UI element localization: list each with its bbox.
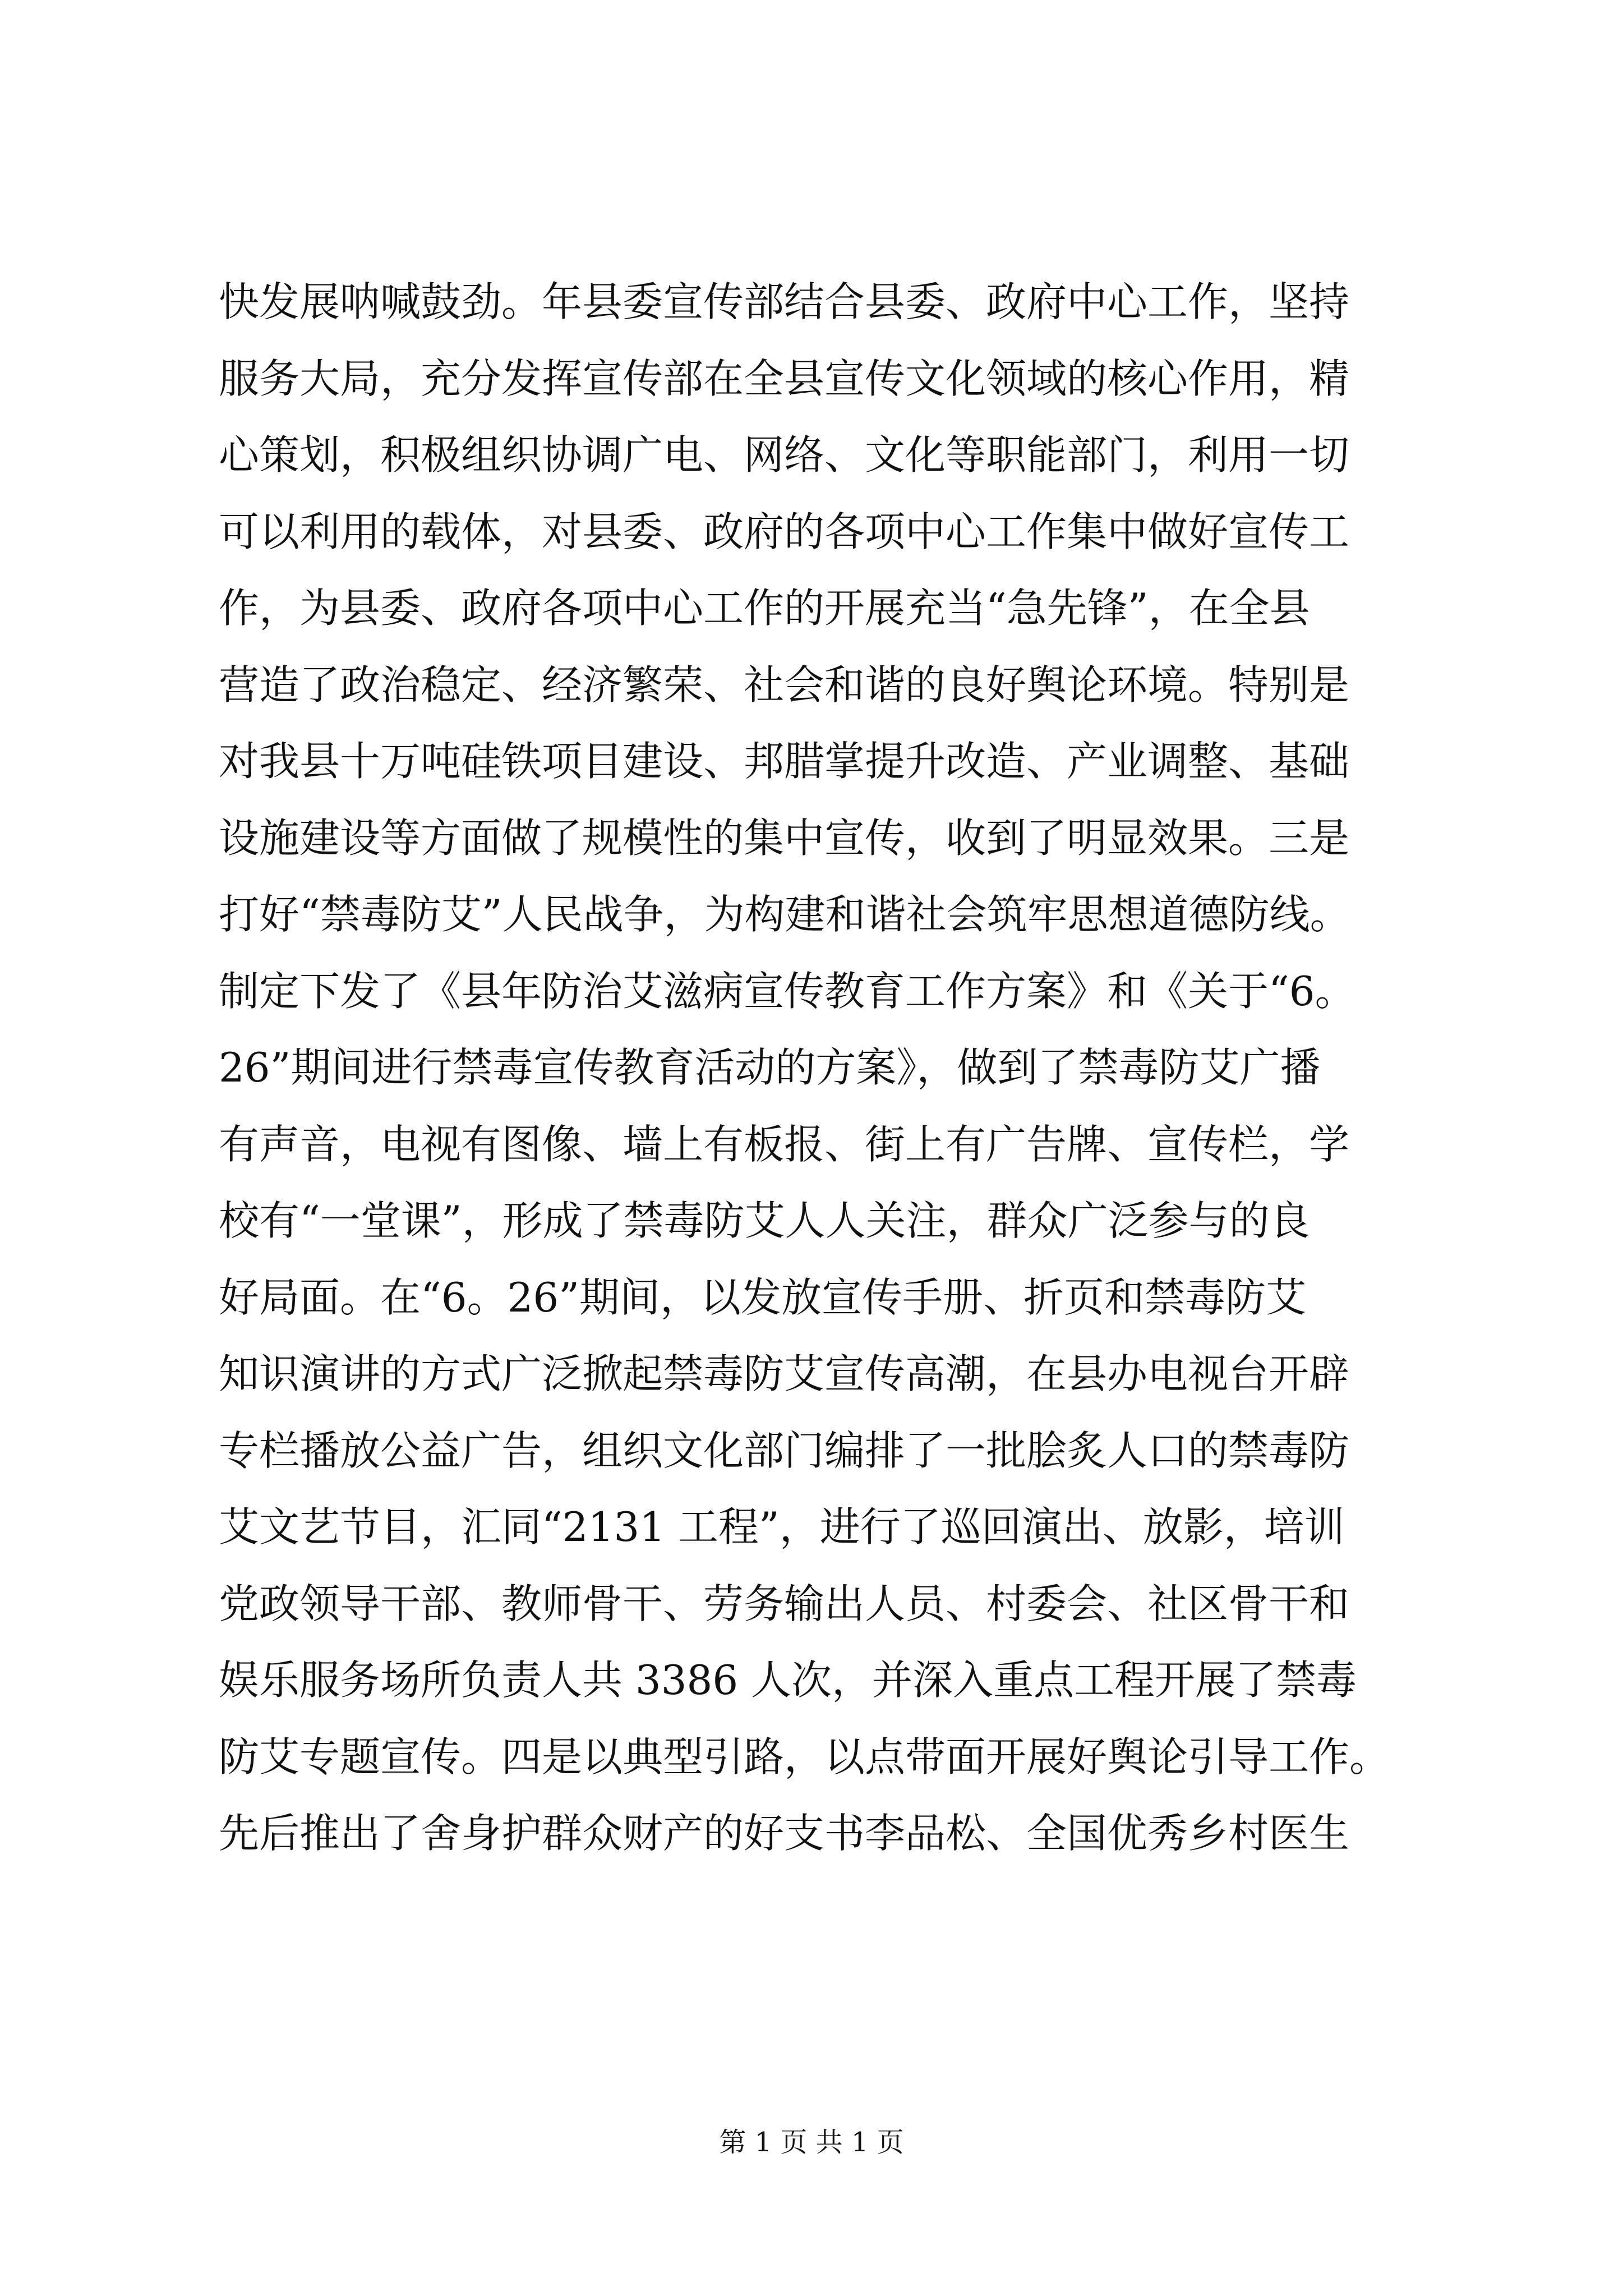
text-line: 校有“一堂课”，形成了禁毒防艾人人关注，群众广泛参与的良 bbox=[219, 1197, 1310, 1244]
text-line: 心策划，积极组织协调广电、网络、文化等职能部门，利用一切 bbox=[219, 431, 1350, 478]
body-text bbox=[219, 264, 1430, 1872]
text-line: 可以利用的载体，对县委、政府的各项中心工作集中做好宣传工 bbox=[219, 508, 1350, 555]
text-line: 营造了政治稳定、经济繁荣、社会和谐的良好舆论环境。特别是 bbox=[219, 661, 1350, 708]
text-line: 打好“禁毒防艾”人民战争，为构建和谐社会筑牢思想道德防线。 bbox=[219, 891, 1350, 938]
text-line: 防艾专题宣传。四是以典型引路，以点带面开展好舆论引导工作。 bbox=[219, 1733, 1390, 1780]
text-line: 26”期间进行禁毒宣传教育活动的方案》，做到了禁毒防艾广播 bbox=[219, 1044, 1321, 1091]
text-line: 先后推出了舍身护群众财产的好支书李品松、全国优秀乡村医生 bbox=[219, 1810, 1350, 1857]
text-line: 设施建设等方面做了规模性的集中宣传，收到了明显效果。三是 bbox=[219, 814, 1350, 862]
text-line: 党政领导干部、教师骨干、劳务输出人员、村委会、社区骨干和 bbox=[219, 1580, 1350, 1627]
text-line: 好局面。在“6。26”期间，以发放宣传手册、折页和禁毒防艾 bbox=[219, 1273, 1307, 1321]
page-number-footer: 第 1 页 共 1 页 bbox=[719, 2127, 904, 2158]
text-line: 有声音，电视有图像、墙上有板报、街上有广告牌、宣传栏，学 bbox=[219, 1120, 1350, 1168]
text-line: 艾文艺节目，汇同“2131 工程”，进行了巡回演出、放影，培训 bbox=[219, 1503, 1345, 1550]
text-line: 对我县十万吨硅铁项目建设、邦腊掌提升改造、产业调整、基础 bbox=[219, 738, 1350, 785]
text-line: 制定下发了《县年防治艾滋病宣传教育工作方案》和《关于“6。 bbox=[219, 967, 1355, 1015]
text-line: 快发展呐喊鼓劲。年县委宣传部结合县委、政府中心工作，坚持 bbox=[219, 278, 1350, 325]
text-line: 娱乐服务场所负责人共 3386 人次，并深入重点工程开展了禁毒 bbox=[219, 1657, 1357, 1704]
text-line: 作，为县委、政府各项中心工作的开展充当“急先锋”，在全县 bbox=[219, 585, 1310, 632]
text-line: 专栏播放公益广告，组织文化部门编排了一批脍炙人口的禁毒防 bbox=[219, 1427, 1350, 1474]
text-line: 服务大局，充分发挥宣传部在全县宣传文化领域的核心作用，精 bbox=[219, 355, 1350, 402]
text-line: 知识演讲的方式广泛掀起禁毒防艾宣传高潮，在县办电视台开辟 bbox=[219, 1350, 1350, 1397]
